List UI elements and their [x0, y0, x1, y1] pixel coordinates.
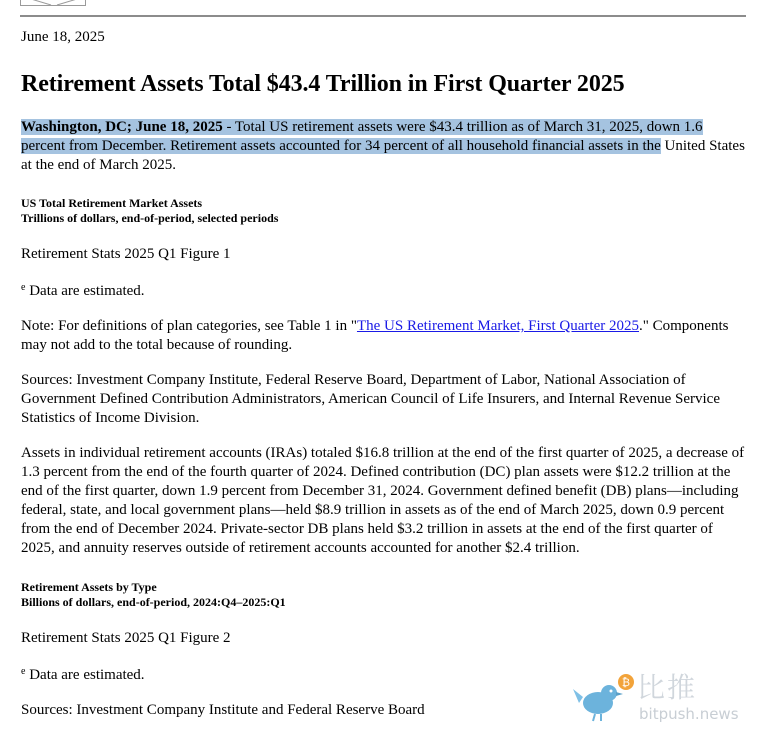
- footnote-marker: e: [21, 666, 26, 677]
- lead-text-rest: United States at the end of March 2025.: [21, 138, 745, 173]
- lead-text-highlighted: - Total US retirement assets were $43.4 trillion as of March 31, 2025, down 1.6 percent from December. Retirement assets accounted for 34 percent of all household financial assets in the: [21, 119, 703, 154]
- selected-text[interactable]: [21, 119, 703, 154]
- page-title: Retirement Assets Total $43.4 Trillion in First Quarter 2025: [21, 71, 625, 97]
- figure1-footnote: [21, 282, 747, 301]
- note-suffix: ." Components may not add to the total because of rounding.: [21, 318, 729, 353]
- dateline: Washington, DC; June 18, 2025: [21, 119, 223, 135]
- footnote-marker: e: [21, 282, 26, 293]
- publish-date: June 18, 2025: [21, 29, 105, 45]
- lead-paragraph: [21, 118, 747, 175]
- watermark-url: bitpush.news: [639, 705, 739, 723]
- figure1-heading: [21, 196, 747, 226]
- figure2-heading: [21, 580, 747, 610]
- watermark-name: 比推: [637, 671, 698, 704]
- footnote-text: Data are estimated.: [25, 283, 145, 299]
- figure2-caption: Retirement Stats 2025 Q1 Figure 2: [21, 630, 231, 646]
- note-paragraph: [21, 317, 747, 355]
- bitcoin-coin-icon: [617, 673, 635, 691]
- header-image-fragment: [20, 0, 86, 6]
- svg-text:₿: ₿: [621, 676, 631, 689]
- figure2-subtitle: Billions of dollars, end-of-period, 2024:Q4–2025:Q1: [21, 595, 286, 609]
- note-prefix: Note: For definitions of plan categories, see Table 1 in ": [21, 318, 357, 334]
- top-divider: [20, 15, 746, 17]
- article: [21, 28, 747, 720]
- sources-paragraph: Sources: Investment Company Institute, Federal Reserve Board, Department of Labor, National Association of Government Defined Contribution Administrators, American Council of Life Insurers, and Internal Revenue Service Statistics of Income Division.: [21, 372, 720, 426]
- footnote-text: Data are estimated.: [25, 667, 145, 683]
- body-paragraph: Assets in individual retirement accounts (IRAs) totaled $16.8 trillion at the end of the first quarter of 2025, a decrease of 1.3 percent from the end of the fourth quarter of 2024. Defined contribution (DC) plan assets were $12.2 trillion at the end of the first quarter, down 1.9 percent from December 31, 2024. Government defined benefit (DB) plans—including federal, state, and local government plans—held $8.9 trillion in assets as of the end of March 2025, down 0.9 percent from the end of December 2024. Private-sector DB plans held $3.2 trillion in assets at the end of the first quarter of 2025, and annuity reserves outside of retirement accounts accounted for another $2.4 trillion.: [21, 445, 745, 556]
- watermark: [571, 673, 751, 723]
- report-link[interactable]: The US Retirement Market, First Quarter 2025: [356, 318, 639, 334]
- sources-paragraph-2: Sources: Investment Company Institute and Federal Reserve Board: [21, 702, 425, 718]
- figure1-title: US Total Retirement Market Assets: [21, 196, 203, 210]
- figure1-caption: Retirement Stats 2025 Q1 Figure 1: [21, 246, 231, 262]
- figure2-title: Retirement Assets by Type: [21, 580, 157, 594]
- figure1-subtitle: Trillions of dollars, end-of-period, selected periods: [21, 211, 279, 225]
